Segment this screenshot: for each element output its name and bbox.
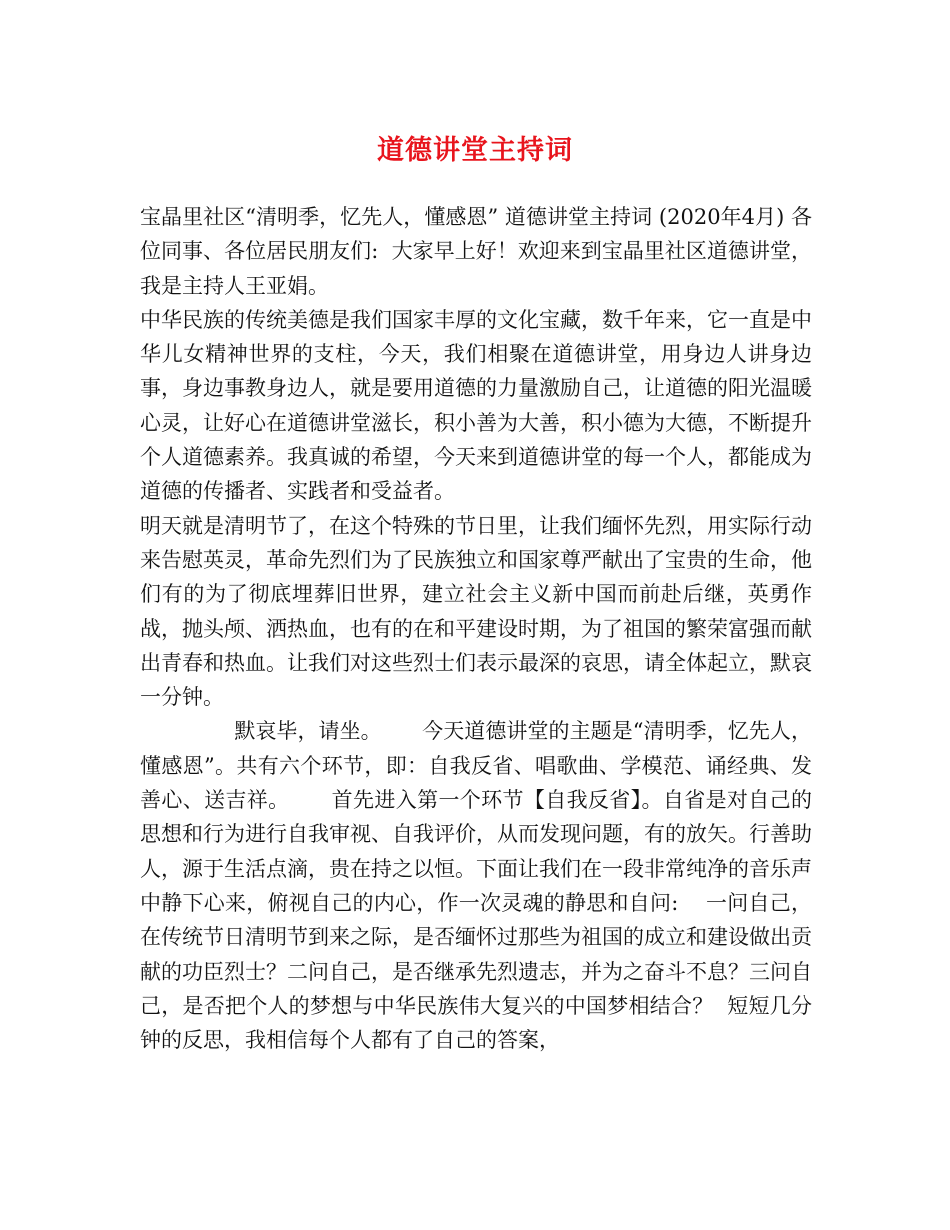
- paragraph-tradition: 中华民族的传统美德是我们国家丰厚的文化宝藏，数千年来，它一直是中华儿女精神世界的支柱，今天，我们相聚在道德讲堂，用身边人讲身边事，身边事教身边人，就是要用道德的力量激励自己，让道德的阳光温暖心灵，让好心在道德讲堂滋长，积小善为大善，积小德为大德，不断提升个人道德素养。我真诚的希望，今天来到道德讲堂的每一个人，都能成为道德的传播者、实践者和受益者。: [140, 307, 812, 504]
- document-title: 道德讲堂主持词: [377, 135, 573, 166]
- paragraph-qingming: 明天就是清明节了，在这个特殊的节日里，让我们缅怀先烈，用实际行动来告慰英灵，革命先烈们为了民族独立和国家尊严献出了宝贵的生命，他们有的为了彻底埋葬旧世界，建立社会主义新中国而前赴后继，英勇作战，抛头颅、洒热血，也有的在和平建设时期，为了祖国的繁荣富强而献出青春和热血。让我们对这些烈士们表示最深的哀思，请全体起立，默哀一分钟。: [140, 513, 812, 710]
- paragraph-opening: 宝晶里社区“清明季，忆先人，懂感恩” 道德讲堂主持词 (2020年4月) 各位同事、各位居民朋友们: 大家早上好！欢迎来到宝晶里社区道德讲堂，我是主持人王亚娟。: [140, 205, 812, 298]
- document-body: [140, 200, 812, 1057]
- paragraph-agenda: 默哀毕，请坐。 今天道德讲堂的主题是“清明季，忆先人，懂感恩”。共有六个环节，即：自我反省、唱歌曲、学模范、诵经典、发善心、送吉祥。 首先进入第一个环节【自我反省】。自省是对自己的思想和行为进行自我审视、自我评价，从而发现问题，有的放矢。行善助人，源于生活点滴，贵在持之以恒。下面让我们在一段非常纯净的音乐声中静下心来，俯视自己的内心，作一次灵魂的静思和自问: 一问自己，在传统节日清明节到来之际，是否缅怀过那些为祖国的成立和建设做出贡献的功臣烈士？二问自己，是否继承先烈遗志，并为之奋斗不息？三问自己，是否把个人的梦想与中华民族伟大复兴的中国梦相结合？ 短短几分钟的反思，我相信每个人都有了自己的答案，: [140, 719, 812, 1053]
